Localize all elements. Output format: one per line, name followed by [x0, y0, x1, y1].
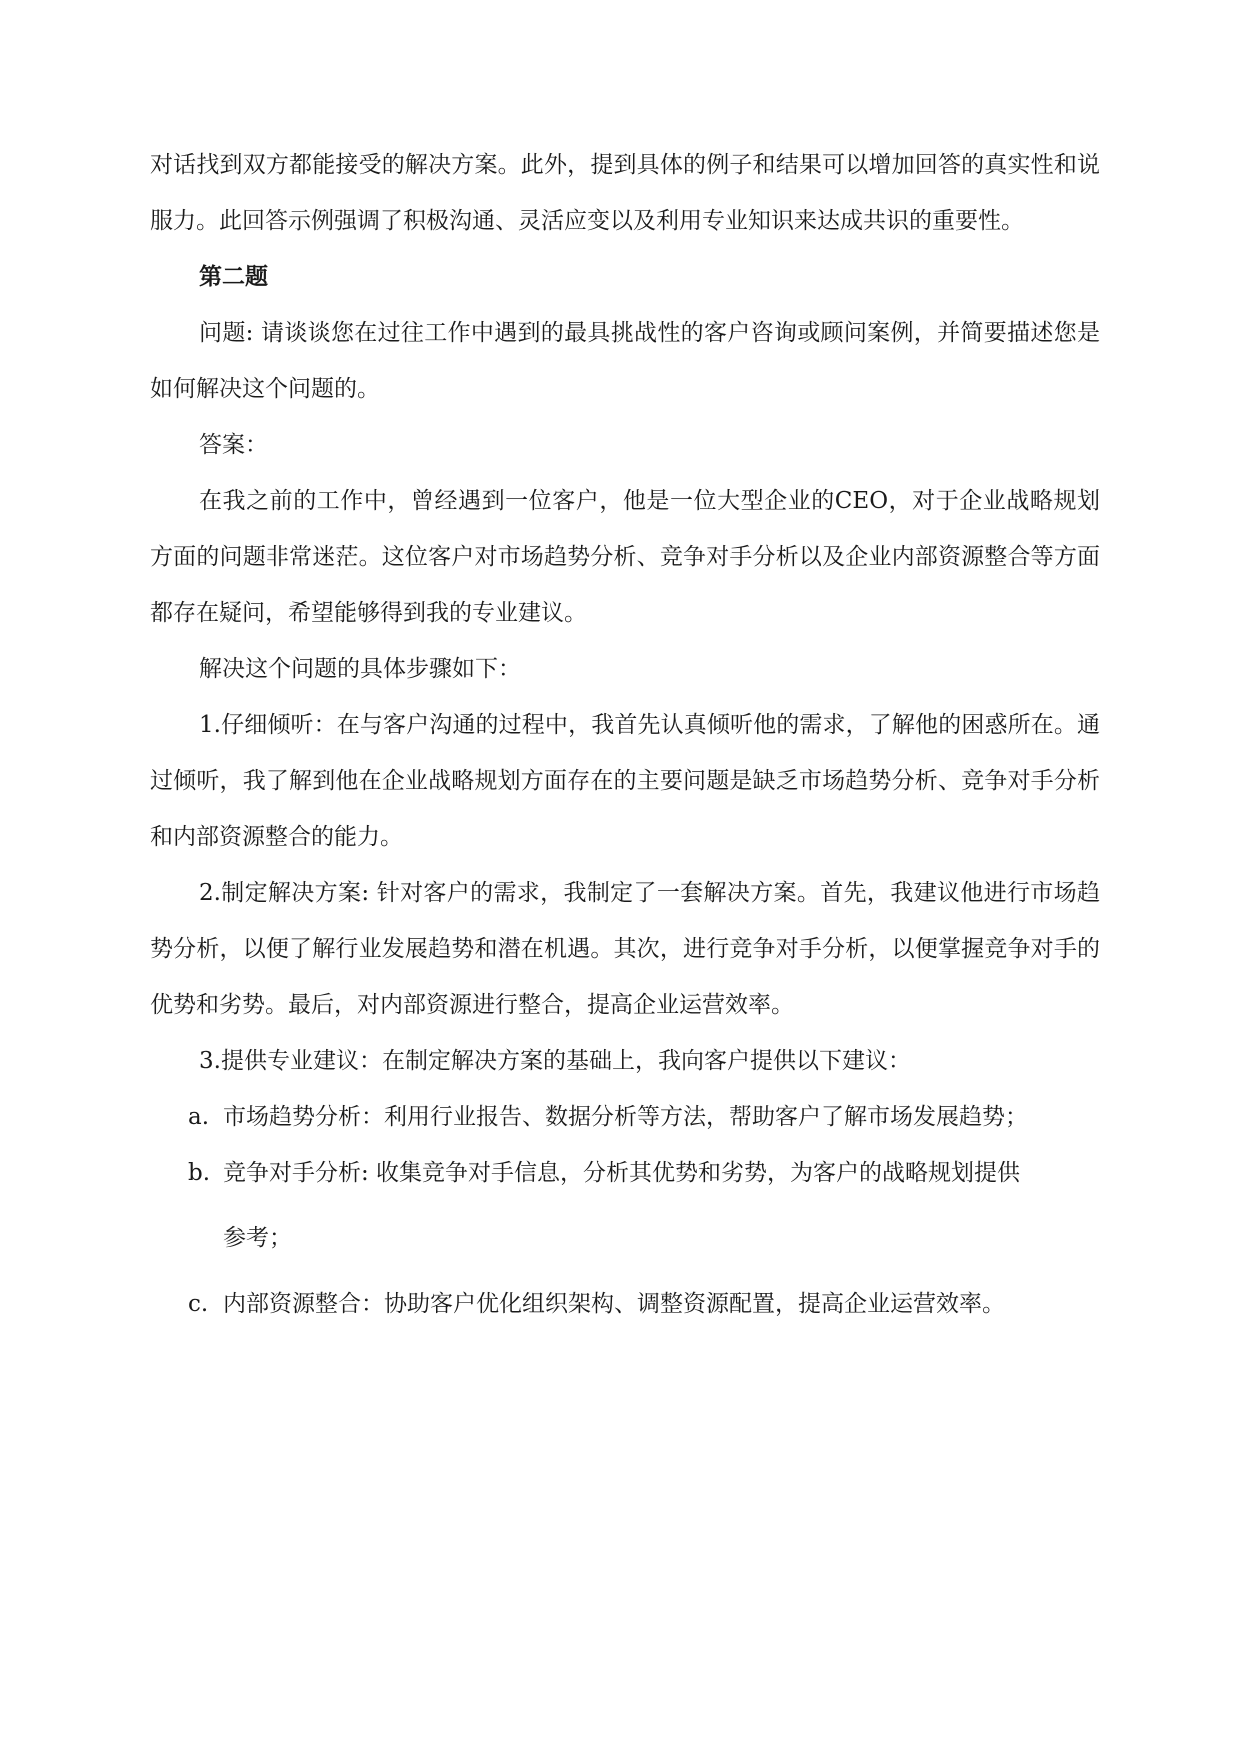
list-item-a: [150, 1089, 1100, 1145]
list-marker-c: c.: [188, 1291, 209, 1317]
question-paragraph: 问题: 请谈谈您在过往工作中遇到的最具挑战性的客户咨询或顾问案例，并简要描述您是如何解决这个问题的。: [150, 320, 1100, 402]
answer-paragraph: 在我之前的工作中，曾经遇到一位客户，他是一位大型企业的CEO，对于企业战略规划方面的问题非常迷茫。这位客户对市场趋势分析、竞争对手分析以及企业内部资源整合等方面都存在疑问，希望能够得到我的专业建议。: [150, 488, 1100, 626]
list-item-b-text-line2: 参考；: [223, 1225, 292, 1251]
step-1-paragraph: 1.仔细倾听：在与客户沟通的过程中，我首先认真倾听他的需求，了解他的困惑所在。通过倾听，我了解到他在企业战略规划方面存在的主要问题是缺乏市场趋势分析、竞争对手分析和内部资源整合的能力。: [150, 712, 1100, 850]
intro-paragraph: 对话找到双方都能接受的解决方案。此外，提到具体的例子和结果可以增加回答的真实性和说服力。此回答示例强调了积极沟通、灵活应变以及利用专业知识来达成共识的重要性。: [150, 152, 1100, 234]
step-3-paragraph: 3.提供专业建议：在制定解决方案的基础上，我向客户提供以下建议：: [199, 1048, 911, 1074]
list-item-b: [150, 1145, 1100, 1276]
section-heading: 第二题: [199, 264, 268, 290]
list-item-a-text: 市场趋势分析：利用行业报告、数据分析等方法，帮助客户了解市场发展趋势；: [223, 1104, 1028, 1130]
steps-intro: 解决这个问题的具体步骤如下：: [199, 656, 521, 682]
list-item-c: [150, 1276, 1100, 1332]
step-2-paragraph: 2.制定解决方案: 针对客户的需求，我制定了一套解决方案。首先，我建议他进行市场趋势分析，以便了解行业发展趋势和潜在机遇。其次，进行竞争对手分析，以便掌握竞争对手的优势和劣势。最后，对内部资源进行整合，提高企业运营效率。: [150, 880, 1100, 1018]
list-marker-a: a.: [188, 1104, 210, 1130]
list-item-c-text: 内部资源整合：协助客户优化组织架构、调整资源配置，提高企业运营效率。: [223, 1291, 1005, 1317]
answer-label: 答案：: [199, 432, 268, 458]
document-body: [150, 137, 1100, 1332]
list-item-b-text-line1: 竞争对手分析: 收集竞争对手信息，分析其优势和劣势，为客户的战略规划提供: [223, 1160, 1021, 1186]
list-marker-b: b.: [188, 1160, 211, 1186]
